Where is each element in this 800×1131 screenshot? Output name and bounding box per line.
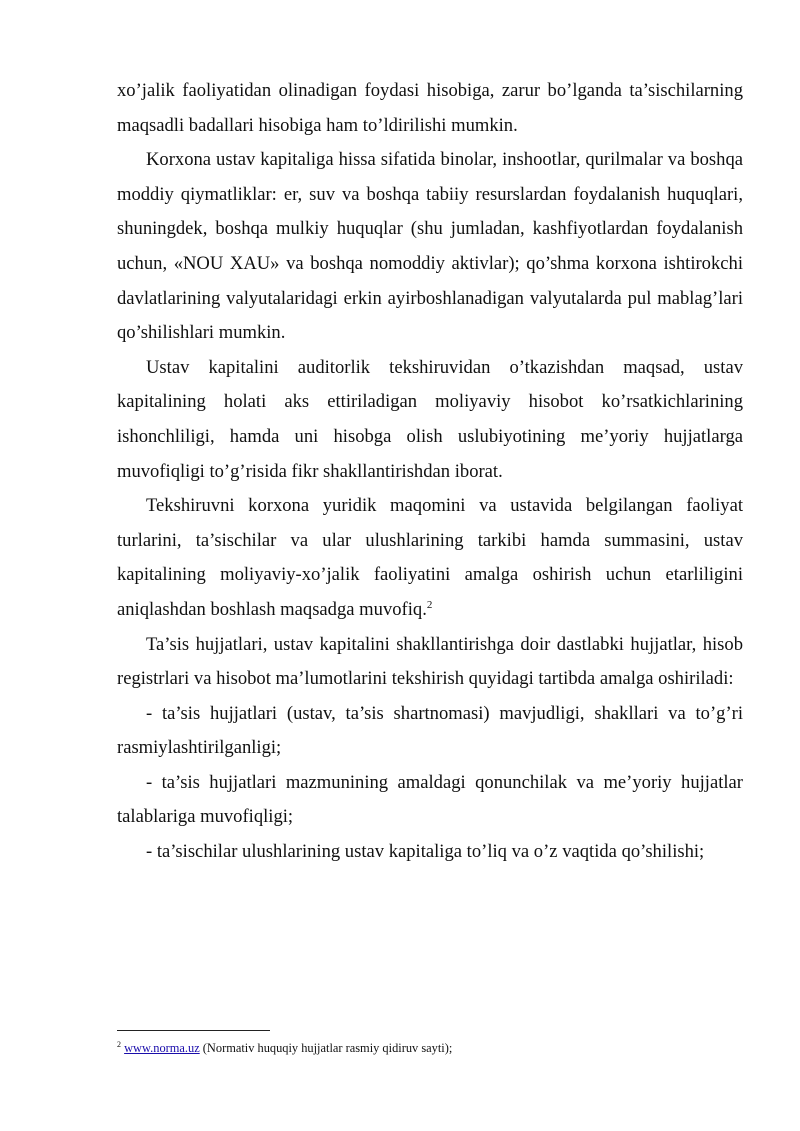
footnote-number: 2: [117, 1039, 121, 1049]
paragraph-continuation: xo’jalik faoliyatidan olinadigan foydasi hisobiga, zarur bo’lganda ta’sischilarning maqsadli badallari hisobiga ham to’ldirilishi mumkin.: [117, 80, 743, 136]
paragraph-order: Ta’sis hujjatlari, ustav kapitalini shakllantirishga doir dastlabki hujjatlar, hisob registrlari va hisobot ma’lumotlarini tekshirish quyidagi tartibda amalga oshiriladi:: [117, 633, 743, 690]
footnote-link[interactable]: www.norma.uz: [124, 1041, 200, 1055]
footnote-divider: [117, 1030, 270, 1031]
paragraph-audit-goal: Ustav kapitalini auditorlik tekshiruvidan o’tkazishdan maqsad, ustav kapitalining holati aks ettiriladigan moliyaviy hisobot ko’rsatkichlarining ishonchliligi, hamda uni hisobga olish uslubiyotining me’yoriy hujjatlarga muvofiqligi to’g’risida fikr shakllantirishdan iborat.: [117, 356, 743, 482]
footnote-text: (Normativ huquqiy hujjatlar rasmiy qidiruv sayti);: [199, 1041, 453, 1055]
paragraph-contributions: Korxona ustav kapitaliga hissa sifatida binolar, inshootlar, qurilmalar va boshqa moddiy qiymatliklar: er, suv va boshqa tabiiy resurslardan foydalanish huquqlari, shuningdek, boshqa mulkiy huquqlar (shu jumladan, kashfiyotlardan foydalanish uchun, «NOU XAU» va boshqa nomoddiy aktivlar); qo’shma korxona ishtirokchi davlatlarining valyutalaridagi erkin ayirboshlanadigan valyutalarda pul mablag’lari qo’shilishlari mumkin.: [117, 149, 743, 344]
list-item: - ta’sis hujjatlari mazmunining amaldagi qonunchilak va me’yoriy hujjatlar talablariga muvofiqligi;: [117, 771, 743, 828]
footnote-reference[interactable]: 2: [426, 598, 433, 611]
list-item: - ta’sis hujjatlari (ustav, ta’sis shartnomasi) mavjudligi, shakllari va to’g’ri rasmiylashtirilganligi;: [117, 702, 743, 759]
paragraph-audit-start-text: Tekshiruvni korxona yuridik maqomini va ustavida belgilangan faoliyat turlarini, ta’sischilar va ular ulushlarining tarkibi hamda summasini, ustav kapitalining moliyaviy-xo’jalik faoliyatini amalga oshirish uchun etarliligini aniqlashdan boshlash maqsadga muvofiq.: [117, 495, 743, 620]
document-body: [117, 74, 743, 870]
paragraph-audit-start: [117, 489, 743, 627]
list-item: - ta’sischilar ulushlarining ustav kapitaliga to’liq va o’z vaqtida qo’shilishi;: [146, 841, 705, 863]
footnote: [117, 1040, 743, 1056]
